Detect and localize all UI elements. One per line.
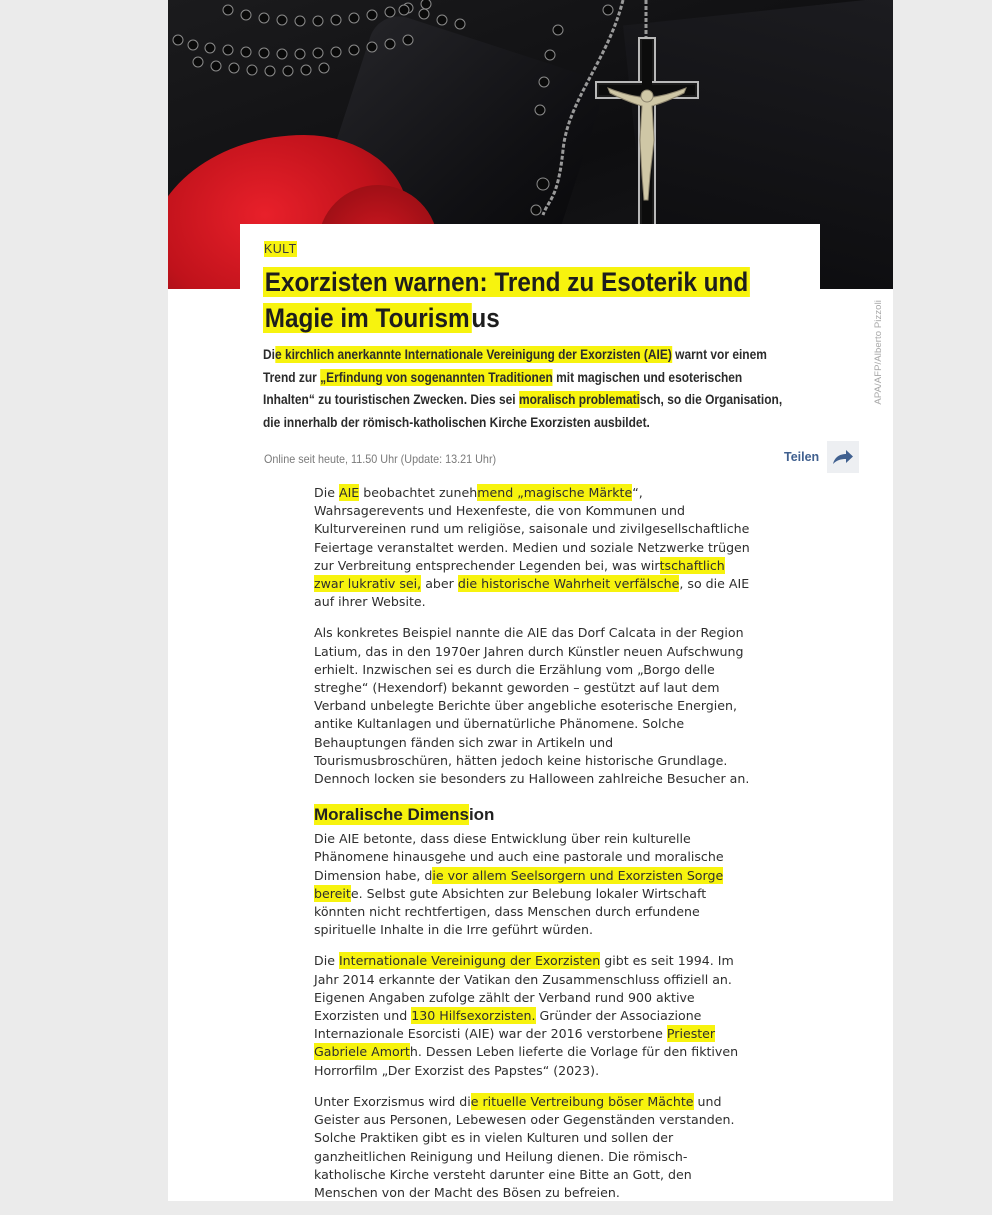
article-header-card bbox=[240, 224, 820, 464]
paragraph-4: Die Internationale Vereinigung der Exorzisten gibt es seit 1994. Im Jahr 2014 erkannte der Vatikan den Zusammenschluss offiziell an. Eigenen Angaben zufolge zählt der Verband rund 900 aktive Exorzisten und 130 Hilfsexorzisten. Gründer der Associazione Internazionale Esorcisti (AIE) war der 2016 verstorbene Priester Gabriele Amorth. Dessen Leben lieferte die Vorlage für den fiktiven Horrorfilm „Der Exorzist des Papstes“ (2023). bbox=[314, 953, 739, 1078]
article-page bbox=[168, 0, 893, 1201]
article-lead: Die kirchlich anerkannte Internationale Vereinigung der Exorzisten (AIE) warnt vor einem Trend zur „Erfindung von sogenannten Traditionen mit magischen und esoterischen Inhalten“ zu touristischen Zwecken. Dies sei moralisch problematisch, so die Organisation, die innerhalb der römisch-katholischen Kirche Exorzisten ausbildet. bbox=[263, 347, 783, 430]
paragraph-2: Als konkretes Beispiel nannte die AIE das Dorf Calcata in der Region Latium, das in den 1970er Jahren durch Künstler neuen Aufschwung erhielt. Inzwischen sei es durch die Erzählung vom „Borgo delle streghe“ (Hexendorf) bekannt geworden – gestützt auf laut dem Verband unbelegte Berichte über angebliche esoterische Energien, antike Kultanlagen und übernatürliche Phänomene. Solche Behauptungen fänden sich zwar in Artikeln und Tourismusbroschüren, hätten jedoch keine historische Grundlage. Dennoch locken sie besonders zu Halloween zahlreiche Besucher an. bbox=[314, 625, 750, 787]
paragraph-5: Unter Exorzismus wird die rituelle Vertreibung böser Mächte und Geister aus Personen, Lebewesen oder Gegenständen verstanden. Solche Praktiken gibt es in vielen Kulturen und sollen der ganzheitlichen Reinigung und Heilung dienen. Die römisch-katholische Kirche versteht darunter eine Bitte an Gott, den Menschen von der Macht des Bösen zu befreien. bbox=[314, 1093, 735, 1200]
subheading: Moralische Dimension bbox=[314, 805, 495, 825]
share-arrow-icon[interactable] bbox=[827, 441, 859, 473]
section-tag[interactable]: KULT bbox=[264, 242, 297, 256]
share-button[interactable] bbox=[784, 440, 859, 474]
article-headline: Exorzisten warnen: Trend zu Esoterik und Magie im Tourismus bbox=[264, 267, 749, 333]
photo-credit: APA/AFP/Alberto Pizzoli bbox=[873, 300, 884, 405]
paragraph-1: Die AIE beobachtet zunehmend „magische Märkte“, Wahrsagerevents und Hexenfeste, die von Kommunen und Kulturvereinen rund um religiöse, saisonale und zivilgesellschaftliche Feiertage veranstaltet werden. Medien und soziale Netzwerke trügen zur Verbreitung entsprechender Legenden bei, was wirtschaftlich zwar lukrativ sei, aber die historische Wahrheit verfälsche, so die AIE auf ihrer Website. bbox=[314, 485, 750, 610]
publish-timestamp: Online seit heute, 11.50 Uhr (Update: 13.21 Uhr) bbox=[264, 452, 497, 466]
article-body bbox=[314, 484, 754, 1215]
paragraph-3: Die AIE betonte, dass diese Entwicklung über rein kulturelle Phänomene hinausgehe und auch eine pastorale und moralische Dimension habe, die vor allem Seelsorgern und Exorzisten Sorge bereite. Selbst gute Absichten zur Belebung lokaler Wirtschaft könnten nicht rechtfertigen, dass Menschen durch erfundene spirituelle Inhalte in die Irre geführt würden. bbox=[314, 831, 724, 938]
share-label: Teilen bbox=[784, 450, 820, 464]
